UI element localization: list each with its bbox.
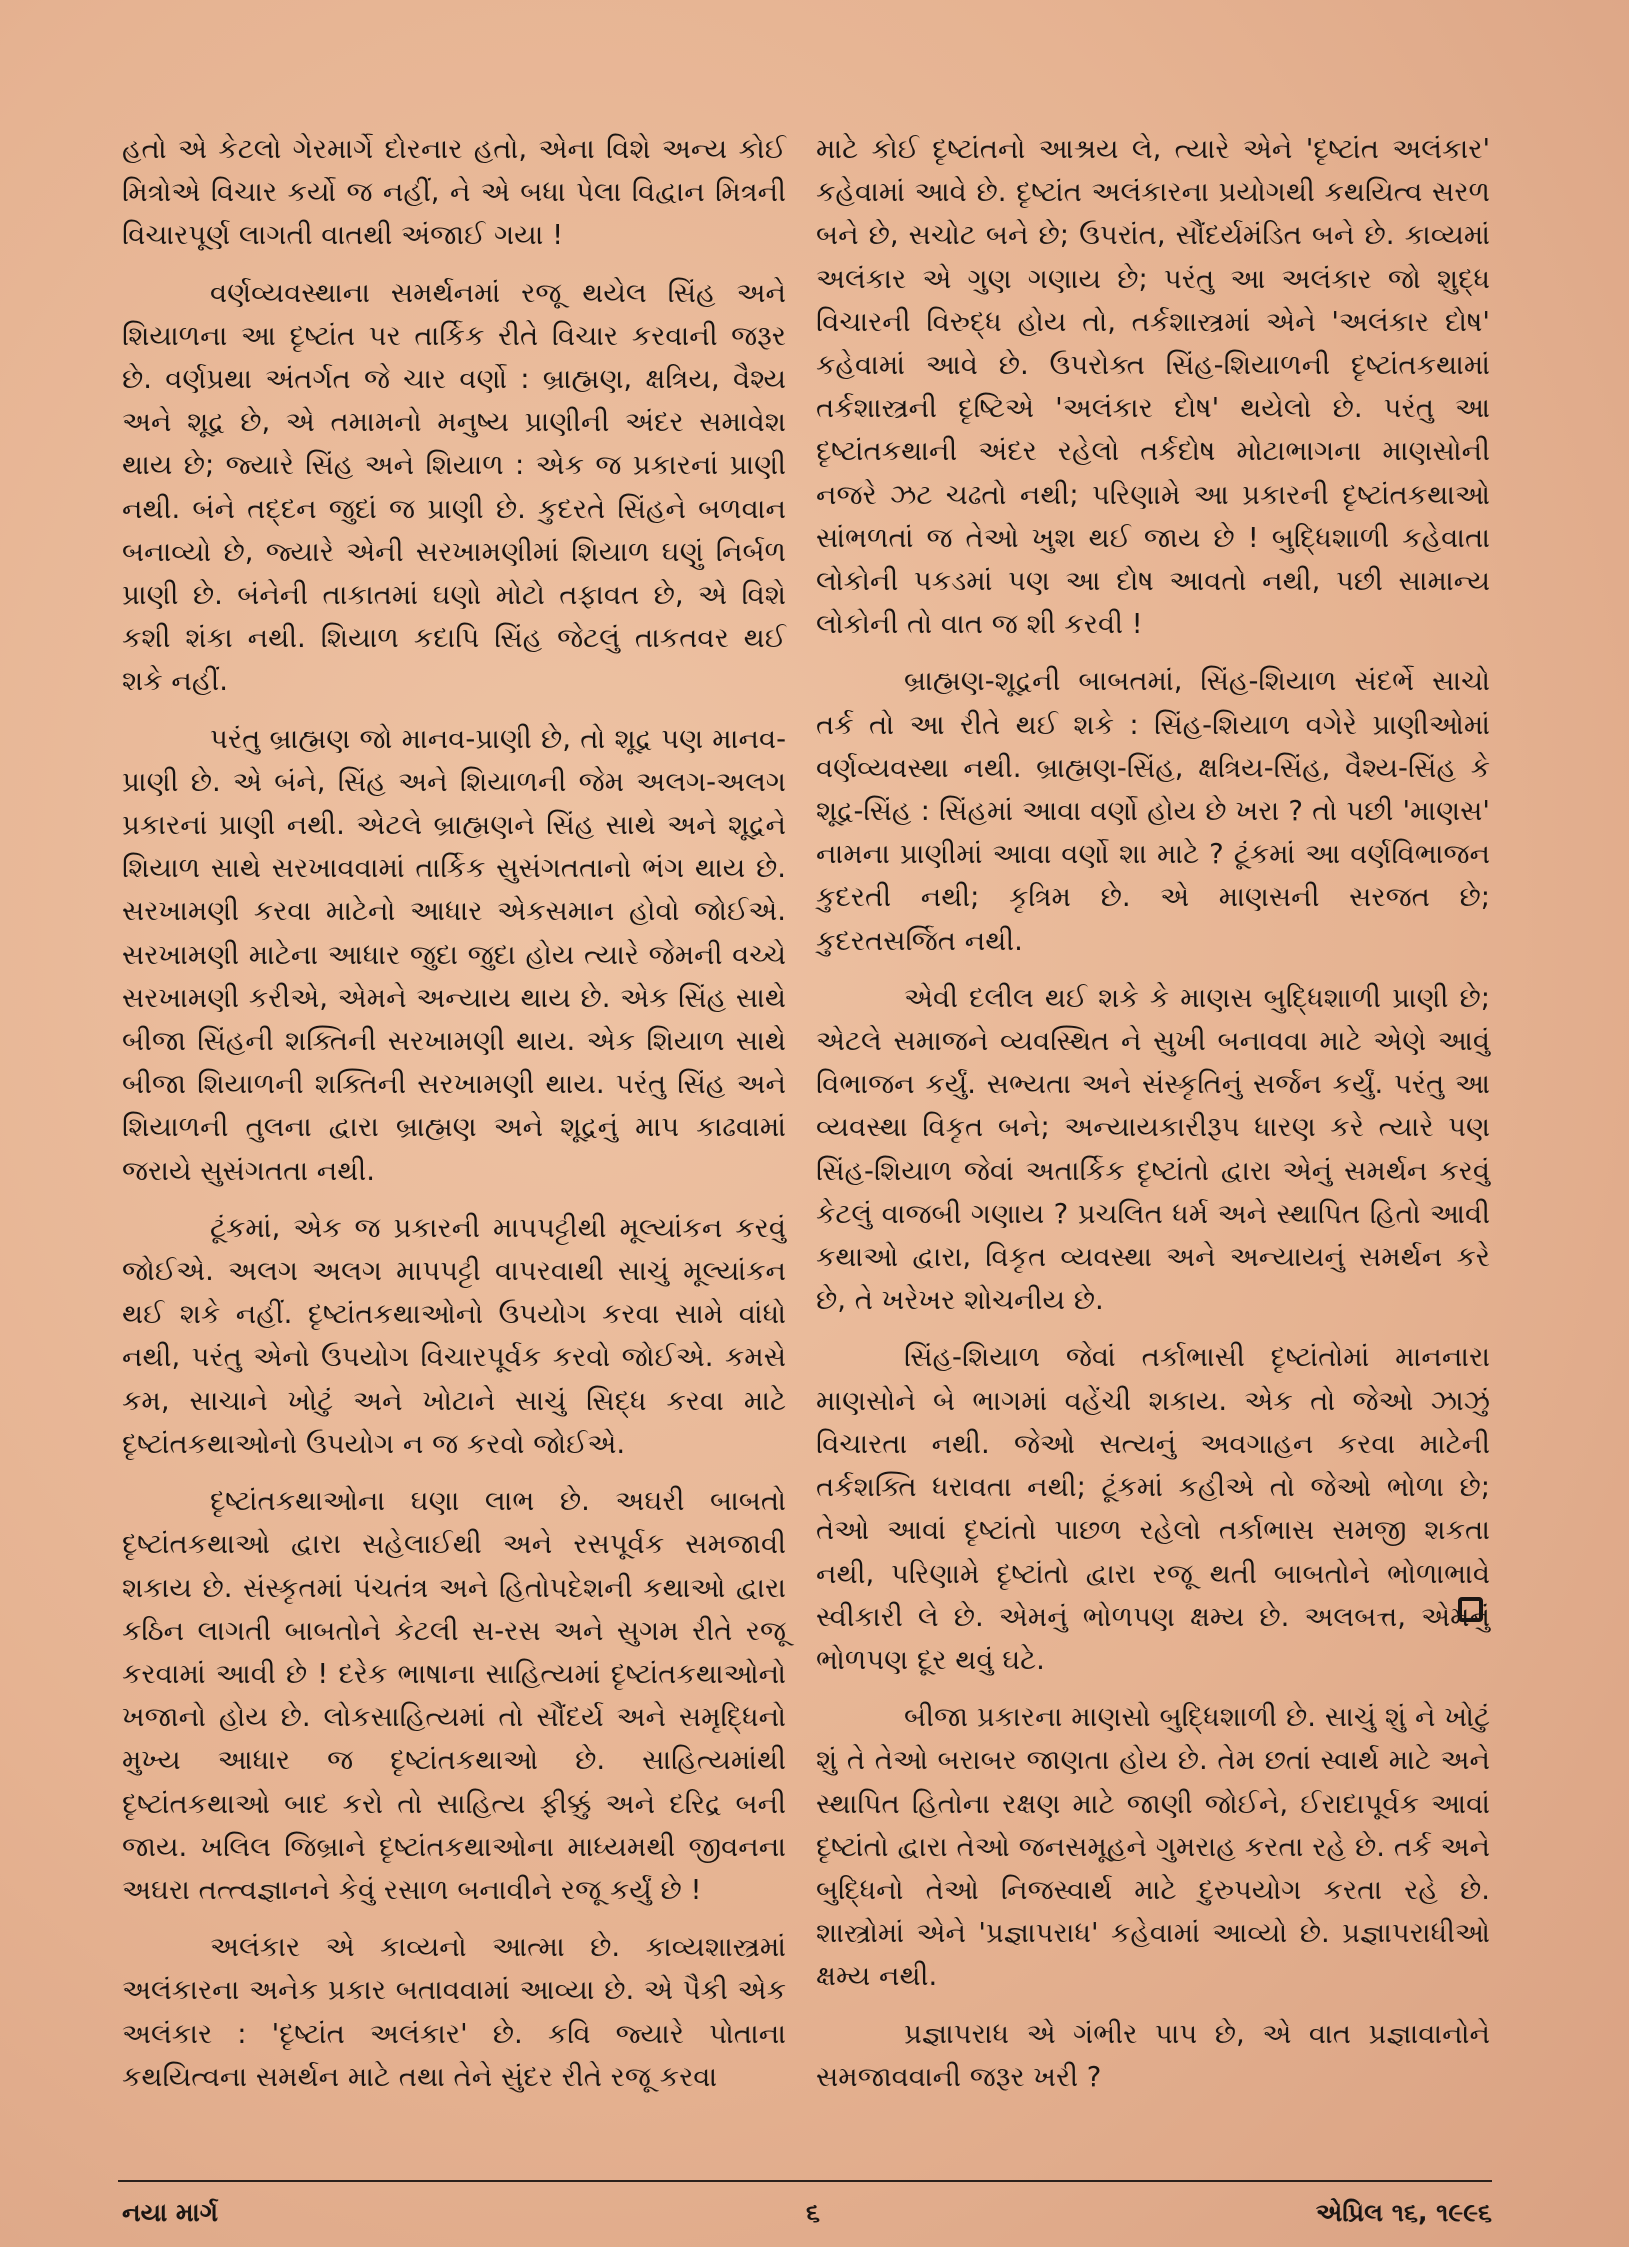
end-of-article-square-icon <box>1458 1597 1483 1622</box>
paragraph: માટે કોઈ દૃષ્ટાંતનો આશ્રય લે, ત્યારે એને 'દૃષ્ટાંત અલંકાર' કહેવામાં આવે છે. દૃષ્ટાંત અલંકારના પ્રયોગથી કથયિત્વ સરળ બને છે, સચોટ બને છે; ઉપરાંત, સૌંદર્યમંડિત બને છે. કાવ્યમાં અલંકાર એ ગુણ ગણાય છે; પરંતુ આ અલંકાર જો શુદ્ધ વિચારની વિરુદ્ધ હોય તો, તર્કશાસ્ત્રમાં એને 'અલંકાર દોષ' કહેવામાં આવે છે. ઉપરોક્ત સિંહ-શિયાળની દૃષ્ટાંતકથામાં તર્કશાસ્ત્રની દૃષ્ટિએ 'અલંકાર દોષ' થયેલો છે. પરંતુ આ દૃષ્ટાંતકથાની અંદર રહેલો તર્કદોષ મોટાભાગના માણસોની નજરે ઝટ ચઢતો નથી; પરિણામે આ પ્રકારની દૃષ્ટાંતકથાઓ સાંભળતાં જ તેઓ ખુશ થઈ જાય છે ! બુદ્ધિશાળી કહેવાતા લોકોની પકડમાં પણ આ દોષ આવતો નથી, પછી સામાન્ય લોકોની તો વાત જ શી કરવી ! <box>816 133 1490 641</box>
paragraph: પરંતુ બ્રાહ્મણ જો માનવ-પ્રાણી છે, તો શૂદ્ર પણ માનવ-પ્રાણી છે. એ બંને, સિંહ અને શિયાળની જેમ અલગ-અલગ પ્રકારનાં પ્રાણી નથી. એટલે બ્રાહ્મણને સિંહ સાથે અને શૂદ્રને શિયાળ સાથે સરખાવવામાં તાર્કિક સુસંગતતાનો ભંગ થાય છે. સરખામણી કરવા માટેનો આધાર એકસમાન હોવો જોઈએ. સરખામણી માટેના આધાર જુદા જુદા હોય ત્યારે જેમની વચ્ચે સરખામણી કરીએ, એમને અન્યાય થાય છે. એક સિંહ સાથે બીજા સિંહની શક્તિની સરખામણી થાય. એક શિયાળ સાથે બીજા શિયાળની શક્તિની સરખામણી થાય. પરંતુ સિંહ અને શિયાળની તુલના દ્વારા બ્રાહ્મણ અને શૂદ્રનું માપ કાઢવામાં જરાયે સુસંગતતા નથી. <box>122 722 786 1187</box>
paragraph: અલંકાર એ કાવ્યનો આત્મા છે. કાવ્યશાસ્ત્રમાં અલંકારના અનેક પ્રકાર બતાવવામાં આવ્યા છે. એ પૈકી એક અલંકાર : 'દૃષ્ટાંત અલંકાર' છે. કવિ જ્યારે પોતાના કથયિત્વના સમર્થન માટે તથા તેને સુંદર રીતે રજૂ કરવા <box>122 1931 786 2093</box>
paragraph: એવી દલીલ થઈ શકે કે માણસ બુદ્ધિશાળી પ્રાણી છે; એટલે સમાજને વ્યવસ્થિત ને સુખી બનાવવા માટે એણે આવું વિભાજન કર્યું. સભ્યતા અને સંસ્કૃતિનું સર્જન કર્યું. પરંતુ આ વ્યવસ્થા વિકૃત બને; અન્યાયકારીરૂપ ધારણ કરે ત્યારે પણ સિંહ-શિયાળ જેવાં અતાર્કિક દૃષ્ટાંતો દ્વારા એનું સમર્થન કરવું કેટલું વાજબી ગણાય ? પ્રચલિત ધર્મ અને સ્થાપિત હિતો આવી કથાઓ દ્વારા, વિકૃત વ્યવસ્થા અને અન્યાયનું સમર્થન કરે છે, તે ખરેખર શોચનીય છે. <box>816 981 1490 1317</box>
paragraph: પ્રજ્ઞાપરાધ એ ગંભીર પાપ છે, એ વાત પ્રજ્ઞાવાનોને સમજાવવાની જરૂર ખરી ? <box>816 2017 1490 2093</box>
page-number: ૬ <box>806 2198 821 2227</box>
left-column <box>122 128 786 2113</box>
paragraph: સિંહ-શિયાળ જેવાં તર્કાભાસી દૃષ્ટાંતોમાં માનનારા માણસોને બે ભાગમાં વહેંચી શકાય. એક તો જેઓ ઝાઝું વિચારતા નથી. જેઓ સત્યનું અવગાહન કરવા માટેની તર્કશક્તિ ધરાવતા નથી; ટૂંકમાં કહીએ તો જેઓ ભોળા છે; તેઓ આવાં દૃષ્ટાંતો પાછળ રહેલો તર્કાભાસ સમજી શકતા નથી, પરિણામે દૃષ્ટાંતો દ્વારા રજૂ થતી બાબતોને ભોળાભાવે સ્વીકારી લે છે. એમનું ભોળપણ ક્ષમ્ય છે. અલબત્ત, એમનું ભોળપણ દૂર થવું ઘટે. <box>816 1341 1490 1676</box>
right-column <box>816 128 1490 2113</box>
paragraph: દૃષ્ટાંતકથાઓના ઘણા લાભ છે. અઘરી બાબતો દૃષ્ટાંતકથાઓ દ્વારા સહેલાઈથી અને રસપૂર્વક સમજાવી શકાય છે. સંસ્કૃતમાં પંચતંત્ર અને હિતોપદેશની કથાઓ દ્વારા કઠિન લાગતી બાબતોને કેટલી સ-રસ અને સુગમ રીતે રજૂ કરવામાં આવી છે ! દરેક ભાષાના સાહિત્યમાં દૃષ્ટાંતકથાઓનો ખજાનો હોય છે. લોકસાહિત્યમાં તો સૌંદર્ય અને સમૃદ્ધિનો મુખ્ય આધાર જ દૃષ્ટાંતકથાઓ છે. સાહિત્યમાંથી દૃષ્ટાંતકથાઓ બાદ કરો તો સાહિત્ય ફીક્કું અને દરિદ્ર બની જાય. ખલિલ જિબ્રાને દૃષ્ટાંતકથાઓના માધ્યમથી જીવનના અઘરા તત્ત્વજ્ઞાનને કેવું રસાળ બનાવીને રજૂ કર્યું છે ! <box>122 1485 786 1906</box>
issue-date: એપ્રિલ ૧૬, ૧૯૯૬ <box>1315 2198 1492 2227</box>
publication-name: નયા માર્ગ <box>122 2198 218 2227</box>
paragraph: બ્રાહ્મણ-શૂદ્રની બાબતમાં, સિંહ-શિયાળ સંદર્ભે સાચો તર્ક તો આ રીતે થઈ શકે : સિંહ-શિયાળ વગેરે પ્રાણીઓમાં વર્ણવ્યવસ્થા નથી. બ્રાહ્મણ-સિંહ, ક્ષત્રિય-સિંહ, વૈશ્ય-સિંહ કે શૂદ્ર-સિંહ : સિંહમાં આવા વર્ણો હોય છે ખરા ? તો પછી 'માણસ' નામના પ્રાણીમાં આવા વર્ણો શા માટે ? ટૂંકમાં આ વર્ણવિભાજન કુદરતી નથી; કૃત્રિમ છે. એ માણસની સરજત છે; કુદરતસર્જિત નથી. <box>816 665 1490 957</box>
paragraph: બીજા પ્રકારના માણસો બુદ્ધિશાળી છે. સાચું શું ને ખોટું શું તે તેઓ બરાબર જાણતા હોય છે. તેમ છતાં સ્વાર્થ માટે અને સ્થાપિત હિતોના રક્ષણ માટે જાણી જોઈને, ઈરાદાપૂર્વક આવાં દૃષ્ટાંતો દ્વારા તેઓ જનસમૂહને ગુમરાહ કરતા રહે છે. તર્ક અને બુદ્ધિનો તેઓ નિજસ્વાર્થ માટે દુરુપયોગ કરતા રહે છે. શાસ્ત્રોમાં એને 'પ્રજ્ઞાપરાધ' કહેવામાં આવ્યો છે. પ્રજ્ઞાપરાધીઓ ક્ષમ્ય નથી. <box>816 1701 1490 1993</box>
footer-divider <box>118 2180 1492 2182</box>
paragraph: વર્ણવ્યવસ્થાના સમર્થનમાં રજૂ થયેલ સિંહ અને શિયાળના આ દૃષ્ટાંત પર તાર્કિક રીતે વિચાર કરવાની જરૂર છે. વર્ણપ્રથા અંતર્ગત જે ચાર વર્ણો : બ્રાહ્મણ, ક્ષત્રિય, વૈશ્ય અને શૂદ્ર છે, એ તમામનો મનુષ્ય પ્રાણીની અંદર સમાવેશ થાય છે; જ્યારે સિંહ અને શિયાળ : એક જ પ્રકારનાં પ્રાણી નથી. બંને તદ્દન જુદાં જ પ્રાણી છે. કુદરતે સિંહને બળવાન બનાવ્યો છે, જ્યારે એની સરખામણીમાં શિયાળ ઘણું નિર્બળ પ્રાણી છે. બંનેની તાકાતમાં ઘણો મોટો તફાવત છે, એ વિશે કશી શંકા નથી. શિયાળ કદાપિ સિંહ જેટલું તાકતવર થઈ શકે નહીં. <box>122 276 786 698</box>
paragraph: હતો એ કેટલો ગેરમાર્ગે દોરનાર હતો, એના વિશે અન્ય કોઈ મિત્રોએ વિચાર કર્યો જ નહીં, ને એ બધા પેલા વિદ્વાન મિત્રની વિચારપૂર્ણ લાગતી વાતથી અંજાઈ ગયા ! <box>122 133 786 252</box>
paragraph: ટૂંકમાં, એક જ પ્રકારની માપપટ્ટીથી મૂલ્યાંકન કરવું જોઈએ. અલગ અલગ માપપટ્ટી વાપરવાથી સાચું મૂલ્યાંકન થઈ શકે નહીં. દૃષ્ટાંતકથાઓનો ઉપયોગ કરવા સામે વાંધો નથી, પરંતુ એનો ઉપયોગ વિચારપૂર્વક કરવો જોઈએ. કમસે કમ, સાચાને ખોટું અને ખોટાને સાચું સિદ્ધ કરવા માટે દૃષ્ટાંતકથાઓનો ઉપયોગ ન જ કરવો જોઈએ. <box>122 1211 786 1460</box>
